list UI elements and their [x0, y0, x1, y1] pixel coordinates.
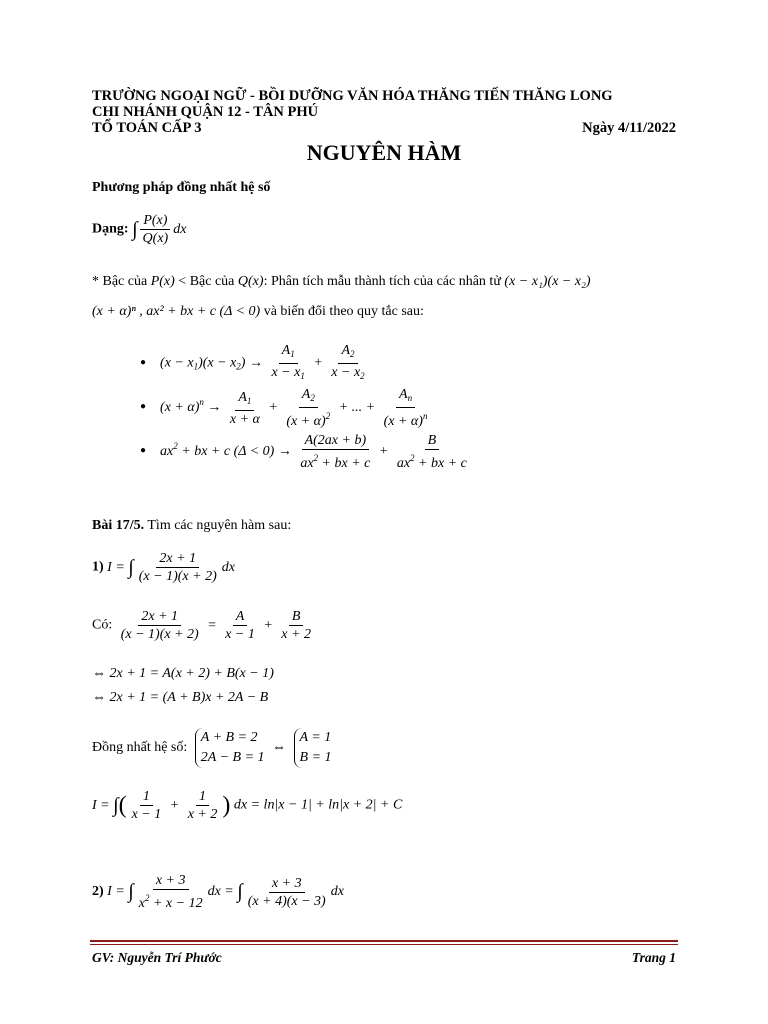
form-formula: ∫ $\frac{P(x)}{Q(x)}$ dx — [132, 213, 187, 246]
decomposition-line: Có: $\frac{2x + 1}{(x - 1)(x + 2)}$ = $\frac{A}{x - 1}$ + $\frac{B}{x + 2}$ — [92, 609, 311, 642]
problem-2: 2) I = ∫ $\frac{x + 3}{x^2 + x - 12}$ dx = ∫ $\frac{x + 3}{(x + 4)(x - 3)}$ dx — [92, 873, 344, 911]
exercise-heading: Bài 17/5. Tìm các nguyên hàm sau: — [92, 518, 292, 533]
step-1: ⇔ 2x + 1 = A(x + 2) + B(x − 1) — [92, 666, 274, 681]
form-line — [92, 212, 186, 247]
result-line: I = ∫( $\frac{1}{x - 1}$ + $\frac{1}{x + 2}$ ) dx = ln|x − 1| + ln|x + 2| + C — [92, 789, 403, 822]
system-right: A = 1 B = 1 — [294, 728, 332, 768]
problem-1: 1) I = ∫ $\frac{2x + 1}{(x - 1)(x + 2)}$ dx — [92, 551, 235, 584]
system-left: A + B = 2 2A − B = 1 — [195, 728, 265, 768]
page-title: NGUYÊN HÀM — [306, 140, 462, 165]
coefficient-system: Đồng nhất hệ số: A + B = 2 2A − B = 1 ⇔ A = 1 B = 1 — [92, 728, 336, 768]
branch-name: CHI NHÁNH QUẬN 12 - TÂN PHÚ — [92, 104, 319, 120]
rule-bullet-2: ● $(x + \alpha)^n$ → $\frac{A_1}{x + \alpha}$ + $\frac{A_2}{(x + \alpha)^2}$ + ... + $\frac{A_n}{(x + \alpha)^n}$ — [140, 387, 428, 429]
form-label: Dạng: — [92, 221, 129, 237]
rule-line-2: (x + α)ⁿ , ax² + bx + c (Δ < 0) và biến đổi theo quy tắc sau: — [92, 304, 424, 319]
footer-divider-thin — [90, 944, 678, 945]
method-heading: Phương pháp đồng nhất hệ số — [92, 180, 271, 195]
rule-bullet-3: ● $ax^2$ + bx + c (Δ < 0) → $\frac{A(2ax + b)}{ax^2 + bx + c}$ + $\frac{B}{ax^2 + bx + c}$ — [140, 433, 467, 471]
document-date: Ngày 4/11/2022 — [582, 120, 676, 136]
rule-line-1: * Bậc của P(x) < Bậc của Q(x): Phân tích mẫu thành tích của các nhân tử (x − x₁)(x − x₂) — [92, 274, 591, 289]
step-2: ⇔ 2x + 1 = (A + B)x + 2A − B — [92, 690, 269, 705]
rule-bullet-1: ● $(x - x_1)(x - x_2)$ → $\frac{A_1}{x - x_1}$ + $\frac{A_2}{x - x_2}$ — [140, 343, 365, 381]
teacher-name: GV: Nguyễn Trí Phước — [92, 950, 222, 965]
page-number: Trang 1 — [631, 950, 676, 965]
school-name: TRƯỜNG NGOẠI NGỮ - BỒI DƯỠNG VĂN HÓA THĂNG TIẾN THĂNG LONG — [92, 88, 613, 104]
department-name: TỔ TOÁN CẤP 3 — [92, 120, 202, 136]
footer-divider — [90, 940, 678, 942]
